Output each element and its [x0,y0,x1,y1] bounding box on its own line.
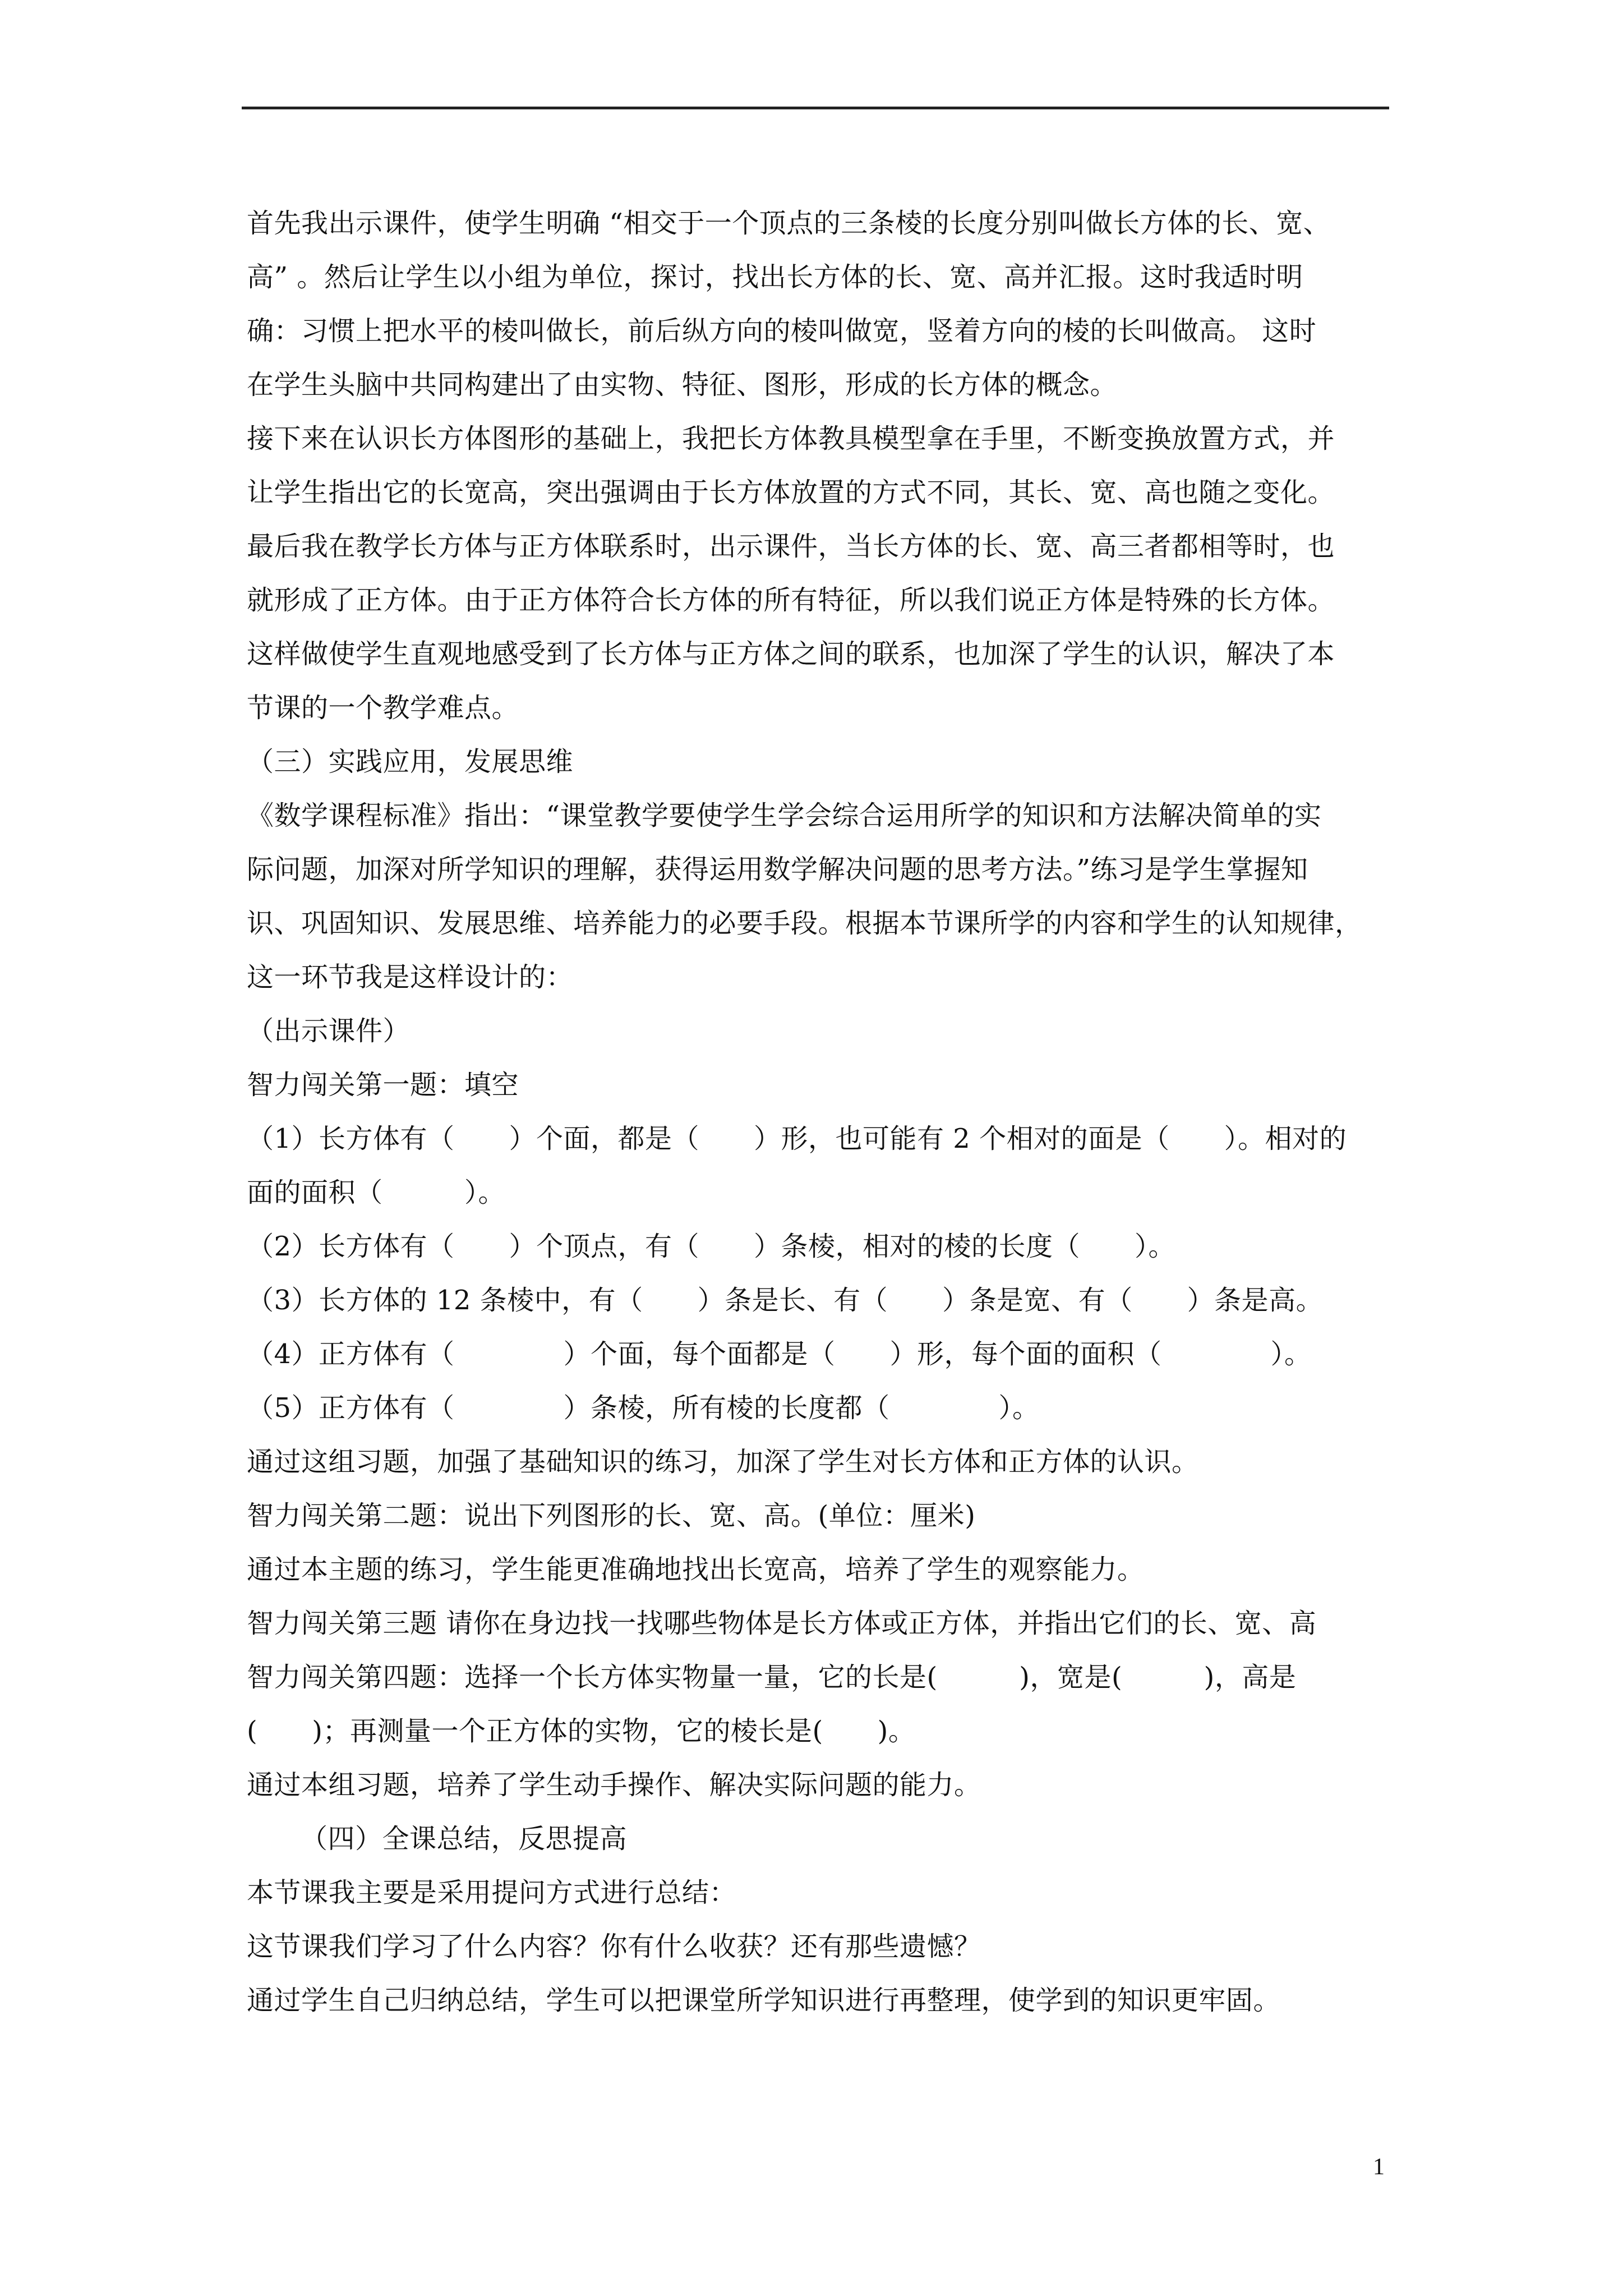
text-line: 通过本组习题，培养了学生动手操作、解决实际问题的能力。 [247,1769,981,1801]
text-line: 这样做使学生直观地感受到了长方体与正方体之间的联系，也加深了学生的认识，解决了本 [247,638,1335,670]
text-line: 就形成了正方体。由于正方体符合长方体的所有特征，所以我们说正方体是特殊的长方体。 [247,585,1335,616]
exercise-item: （2）长方体有（ ）个顶点，有（ ）条棱，相对的棱的长度（ ）。 [247,1231,1176,1262]
section-heading: （三）实践应用，发展思维 [247,746,574,777]
text-line: 确：习惯上把水平的棱叫做长，前后纵方向的棱叫做宽，竖着方向的棱的长叫做高。 这时 [247,315,1317,347]
text-line: 这节课我们学习了什么内容？你有什么收获？还有那些遗憾？ [247,1931,981,1962]
exercise-title: 智力闯关第四题：选择一个长方体实物量一量，它的长是( )，宽是( )，高是 [247,1662,1297,1693]
text-line: 最后我在教学长方体与正方体联系时，出示课件，当长方体的长、宽、高三者都相等时，也 [247,531,1335,562]
exercise-item: 面的面积（ ）。 [247,1177,506,1208]
exercise-item: （5）正方体有（ ）条棱，所有棱的长度都（ ）。 [247,1392,1040,1424]
text-line: 际问题，加深对所学知识的理解，获得运用数学解决问题的思考方法。”练习是学生掌握知 [247,854,1308,885]
exercise-item: （4）正方体有（ ）个面，每个面都是（ ）形，每个面的面积（ ）。 [247,1338,1312,1370]
exercise-title: 智力闯关第一题：填空 [247,1069,519,1101]
text-line: 通过学生自己归纳总结，学生可以把课堂所学知识进行再整理，使学到的知识更牢固。 [247,1985,1281,2016]
text-line: 这一环节我是这样设计的： [247,961,574,993]
exercise-title: 智力闯关第三题 请你在身边找一找哪些物体是长方体或正方体，并指出它们的长、宽、高 [247,1608,1317,1639]
text-line: 通过本主题的练习，学生能更准确地找出长宽高，培养了学生的观察能力。 [247,1554,1145,1585]
document-body [247,196,1402,2027]
text-line: 本节课我主要是采用提问方式进行总结： [247,1877,737,1908]
text-line: 在学生头脑中共同构建出了由实物、特征、图形，形成的长方体的概念。 [247,369,1118,401]
page-number: 1 [1373,2154,1385,2180]
exercise-item: （1）长方体有（ ）个面，都是（ ）形，也可能有 2 个相对的面是（ ）。相对的 [247,1123,1347,1154]
section-heading: （四）全课总结，反思提高 [301,1823,628,1855]
text-line: 识、巩固知识、发展思维、培养能力的必要手段。根据本节课所学的内容和学生的认知规律， [247,908,1362,939]
text-line: 接下来在认识长方体图形的基础上，我把长方体教具模型拿在手里，不断变换放置方式，并 [247,423,1335,454]
text-line: （出示课件） [247,1015,411,1047]
text-line: ( )；再测量一个正方体的实物，它的棱长是( )。 [247,1715,916,1747]
text-line: 首先我出示课件，使学生明确 “相交于一个顶点的三条棱的长度分别叫做长方体的长、宽、 [247,208,1331,239]
text-line: 高” 。然后让学生以小组为单位，探讨，找出长方体的长、宽、高并汇报。这时我适时明 [247,261,1303,293]
text-line: 节课的一个教学难点。 [247,692,519,724]
text-line: 《数学课程标准》指出：“课堂教学要使学生学会综合运用所学的知识和方法解决简单的实 [247,800,1322,831]
exercise-title: 智力闯关第二题：说出下列图形的长、宽、高。(单位：厘米) [247,1500,976,1531]
exercise-item: （3）长方体的 12 条棱中，有（ ）条是长、有（ ）条是宽、有（ ）条是高。 [247,1285,1324,1316]
text-line: 让学生指出它的长宽高，突出强调由于长方体放置的方式不同，其长、宽、高也随之变化。 [247,477,1335,508]
header-rule [242,107,1389,109]
text-line: 通过这组习题，加强了基础知识的练习，加深了学生对长方体和正方体的认识。 [247,1446,1199,1478]
